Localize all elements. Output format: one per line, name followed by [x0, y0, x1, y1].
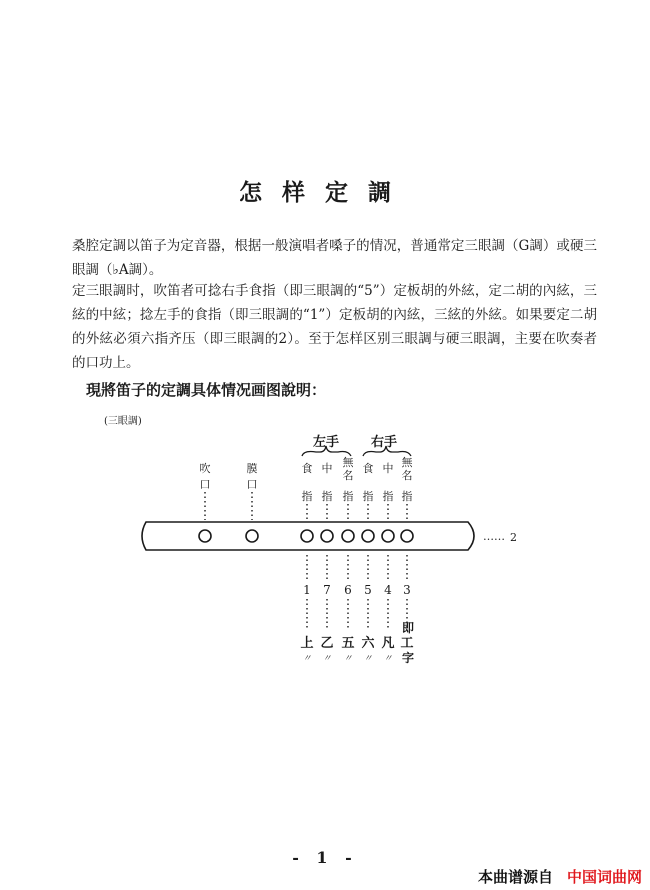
hole-label-top-7: 中	[382, 462, 394, 475]
mode-label: (三眼調)	[104, 416, 142, 427]
watermark-source-text: 本曲谱源自	[477, 868, 553, 886]
hole-label-bottom-4: 指	[321, 490, 333, 503]
flute-diagram	[0, 410, 650, 680]
hole-label-top-4: 中	[321, 462, 333, 475]
note-label-group	[300, 555, 413, 664]
gongche-char-2: 乙	[320, 636, 334, 651]
flute-hole-group	[199, 530, 413, 542]
hole-label-bottom-8: 指	[401, 490, 413, 503]
hole-label-top-3: 食	[301, 462, 313, 475]
gongche-char-4: 六	[361, 636, 375, 651]
flute-hole-5	[342, 530, 354, 542]
left-hand-label: 左手	[313, 435, 340, 450]
watermark	[478, 866, 642, 887]
ditto-mark-2: 〃	[322, 654, 332, 664]
jianpu-number-5: 4	[384, 583, 392, 597]
ji-label: 即	[402, 621, 415, 635]
hole-label-top-8: 無	[401, 456, 413, 469]
hole-label-bottom-2: 口	[246, 478, 258, 491]
jianpu-number-1: 1	[303, 583, 311, 597]
flute-hole-3	[301, 530, 313, 542]
paragraph-3: 現將笛子的定調具体情况画图說明：	[86, 381, 327, 399]
hole-label-top-6: 食	[362, 462, 374, 475]
page-number: - 1 -	[292, 848, 358, 867]
hole-label-bottom-7: 指	[382, 490, 394, 503]
hole-label-group	[200, 455, 414, 520]
jianpu-number-4: 5	[364, 583, 372, 597]
hole-label-bottom-1: 口	[199, 478, 211, 491]
hole-label-bottom-3: 指	[301, 490, 313, 503]
paragraph-1: 桑腔定調以笛子为定音器，根据一般演唱者嗓子的情况，普通常定三眼調（G調）或硬三眼調（♭A調）。	[72, 238, 597, 278]
flute-hole-6	[362, 530, 374, 542]
flute-hole-1	[199, 530, 211, 542]
tail-number: 2	[510, 531, 517, 544]
ditto-mark-3: 〃	[343, 654, 353, 664]
flute-hole-8	[401, 530, 413, 542]
gongche-char-5: 凡	[381, 636, 395, 651]
hole-label-bottom-5: 指	[342, 490, 354, 503]
gongche-char-6: 工	[400, 636, 414, 651]
hole-label-bottom-6: 指	[362, 490, 374, 503]
flute-hole-2	[246, 530, 258, 542]
flute-hole-4	[321, 530, 333, 542]
gongche-char-1: 上	[300, 636, 314, 651]
flute-hole-7	[382, 530, 394, 542]
right-hand-label: 右手	[371, 435, 398, 450]
page-title: 怎样定調	[239, 179, 411, 206]
hole-label-top-1: 吹	[199, 462, 211, 475]
hole-label-top-2: 膜	[246, 462, 258, 475]
jianpu-number-2: 7	[323, 583, 331, 597]
tail-dots: ……	[483, 530, 505, 543]
gongche-char-3: 五	[341, 636, 355, 651]
hole-label-top-8: 名	[401, 469, 413, 482]
jianpu-number-3: 6	[344, 583, 352, 597]
paragraph-2: 定三眼調时，吹笛者可捻右手食指（即三眼調的“5”）定板胡的外絃，定二胡的內絃，三絃的中絃；捻左手的食指（即三眼調的“1”）定板胡的內絃，三絃的外絃。如果要定二胡的外絃必須六指齐压（即三眼調的2）。至于怎样区别三眼調与硬三眼調，主要在吹奏者的口功上。	[72, 283, 597, 371]
jianpu-number-6: 3	[403, 583, 411, 597]
hole-label-top-5: 名	[342, 469, 354, 482]
ditto-mark-1: 〃	[302, 654, 312, 664]
ditto-mark-5: 〃	[383, 654, 393, 664]
zi-label: 字	[402, 651, 415, 665]
hole-label-top-5: 無	[342, 456, 354, 469]
watermark-site-link[interactable]: 中国词曲网	[566, 868, 642, 886]
ditto-mark-4: 〃	[363, 654, 373, 664]
left-hand-brace	[302, 446, 351, 456]
